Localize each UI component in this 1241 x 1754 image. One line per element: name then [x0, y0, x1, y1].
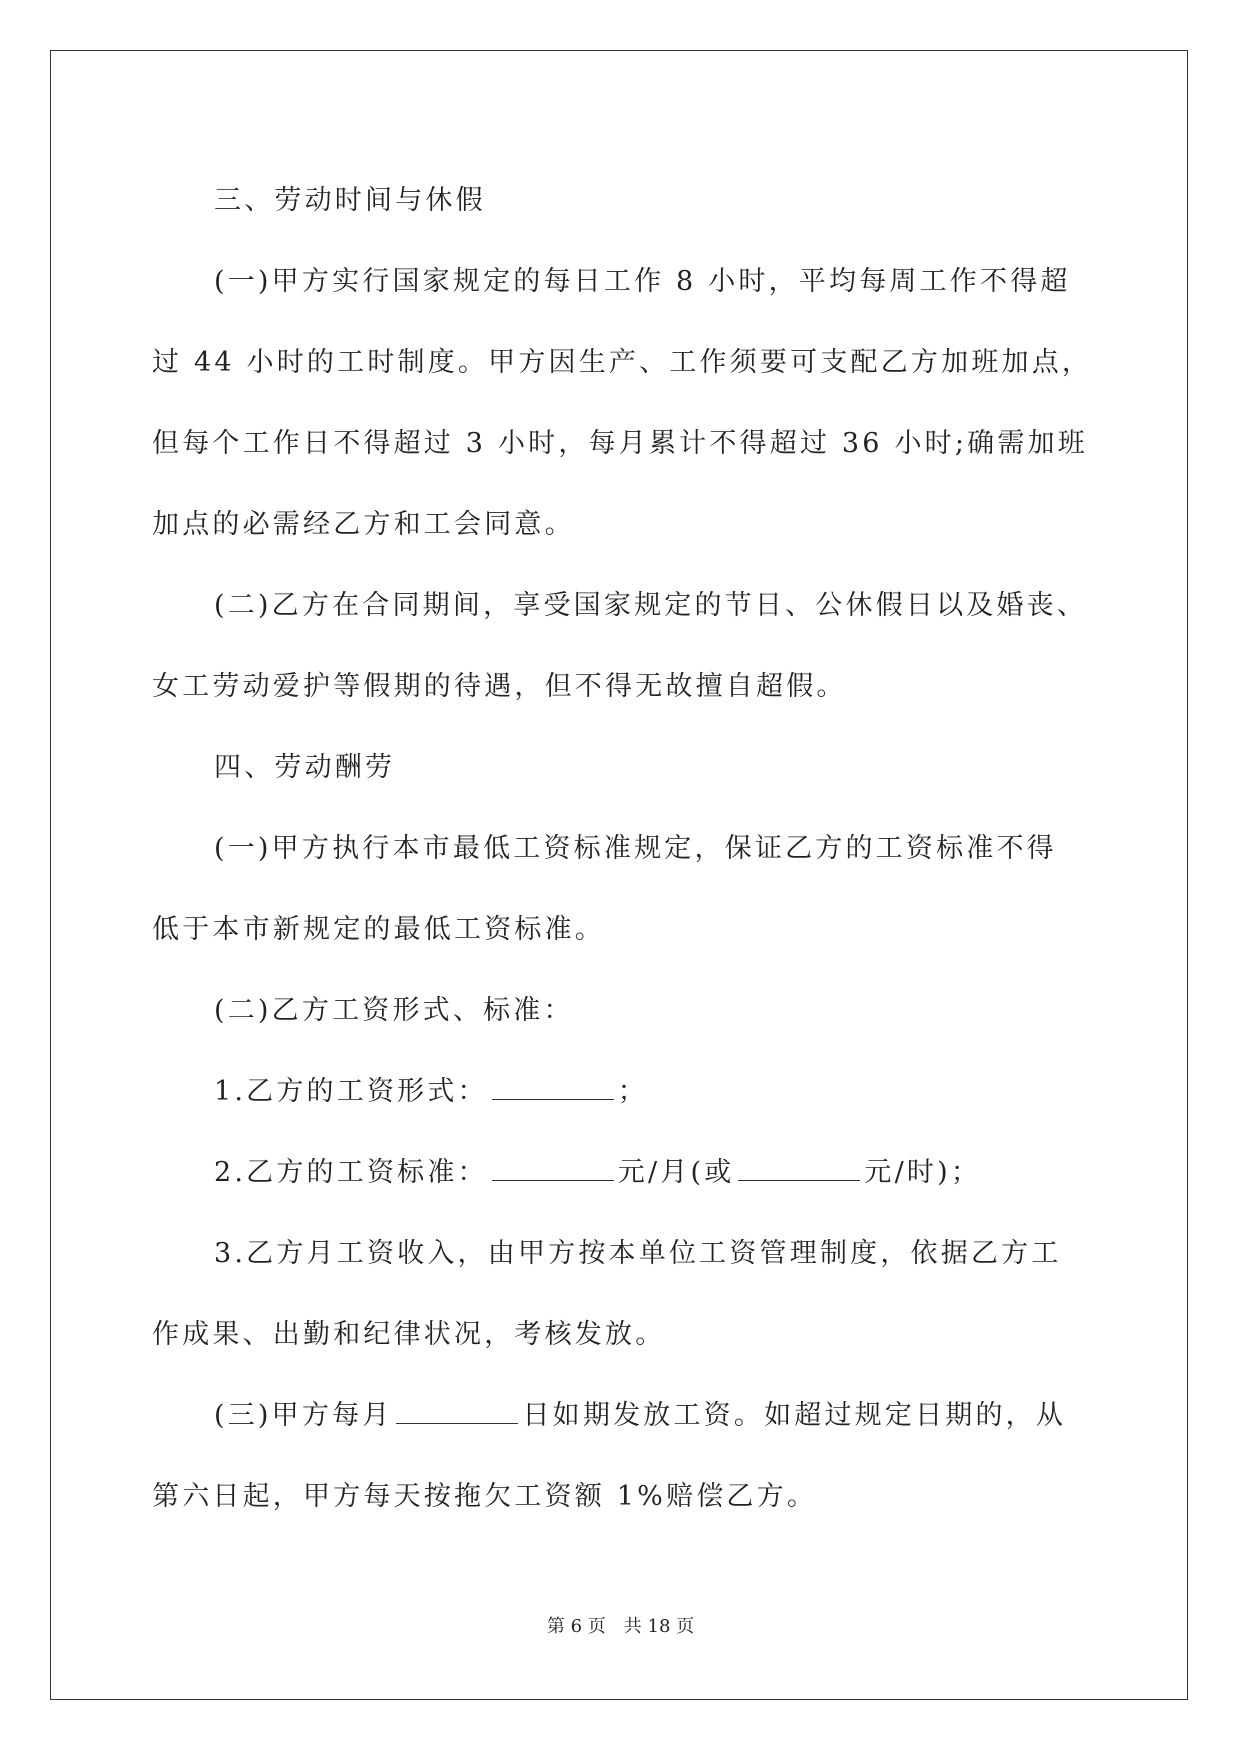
paragraph-line: (二)乙方在合同期间，享受国家规定的节日、公休假日以及婚丧、	[214, 590, 1088, 621]
fill-in-blank[interactable]	[492, 1160, 614, 1181]
wage-form-label: 1.乙方的工资形式：	[214, 1076, 488, 1107]
fill-in-blank[interactable]	[396, 1403, 518, 1424]
fill-in-blank[interactable]	[738, 1160, 860, 1181]
paragraph-line: (一)甲方执行本市最低工资标准规定，保证乙方的工资标准不得	[214, 833, 1057, 864]
section-heading: 三、劳动时间与休假	[214, 185, 486, 216]
paragraph-line: 但每个工作日不得超过 3 小时，每月累计不得超过 36 小时;确需加班	[152, 428, 1088, 459]
wage-standard-label: 2.乙方的工资标准：	[214, 1157, 488, 1188]
payday-suffix: 日如期发放工资。如超过规定日期的，从	[522, 1400, 1067, 1431]
wage-standard-hourly: 元/时)；	[864, 1157, 982, 1188]
paragraph-line: (二)乙方工资形式、标准：	[214, 995, 574, 1026]
paragraph-line: (一)甲方实行国家规定的每日工作 8 小时，平均每周工作不得超	[214, 266, 1071, 297]
page-footer	[0, 1612, 1241, 1638]
page-number: 第 6 页	[546, 1616, 606, 1637]
fill-in-blank[interactable]	[492, 1079, 614, 1100]
paragraph-line: 第六日起，甲方每天按拖欠工资额 1%赔偿乙方。	[152, 1481, 818, 1512]
paragraph-line: 女工劳动爱护等假期的待遇，但不得无故擅自超假。	[152, 671, 847, 702]
wage-standard-monthly: 元/月(或	[617, 1157, 735, 1188]
paragraph-line: 低于本市新规定的最低工资标准。	[152, 914, 605, 945]
section-heading: 四、劳动酬劳	[214, 752, 396, 783]
page-total: 共 18 页	[623, 1616, 695, 1637]
wage-form-suffix: ；	[617, 1076, 648, 1107]
wage-form-line	[152, 1051, 1092, 1132]
payday-line	[152, 1375, 1092, 1456]
wage-standard-line	[152, 1132, 1092, 1213]
document-body	[152, 160, 1092, 1537]
paragraph-line: 3.乙方月工资收入，由甲方按本单位工资管理制度，依据乙方工	[214, 1238, 1062, 1269]
paragraph-line: 过 44 小时的工时制度。甲方因生产、工作须要可支配乙方加班加点，	[152, 347, 1093, 378]
payday-label: (三)甲方每月	[214, 1400, 393, 1431]
paragraph-line: 作成果、出勤和纪律状况，考核发放。	[152, 1319, 666, 1350]
paragraph-line: 加点的必需经乙方和工会同意。	[152, 509, 575, 540]
